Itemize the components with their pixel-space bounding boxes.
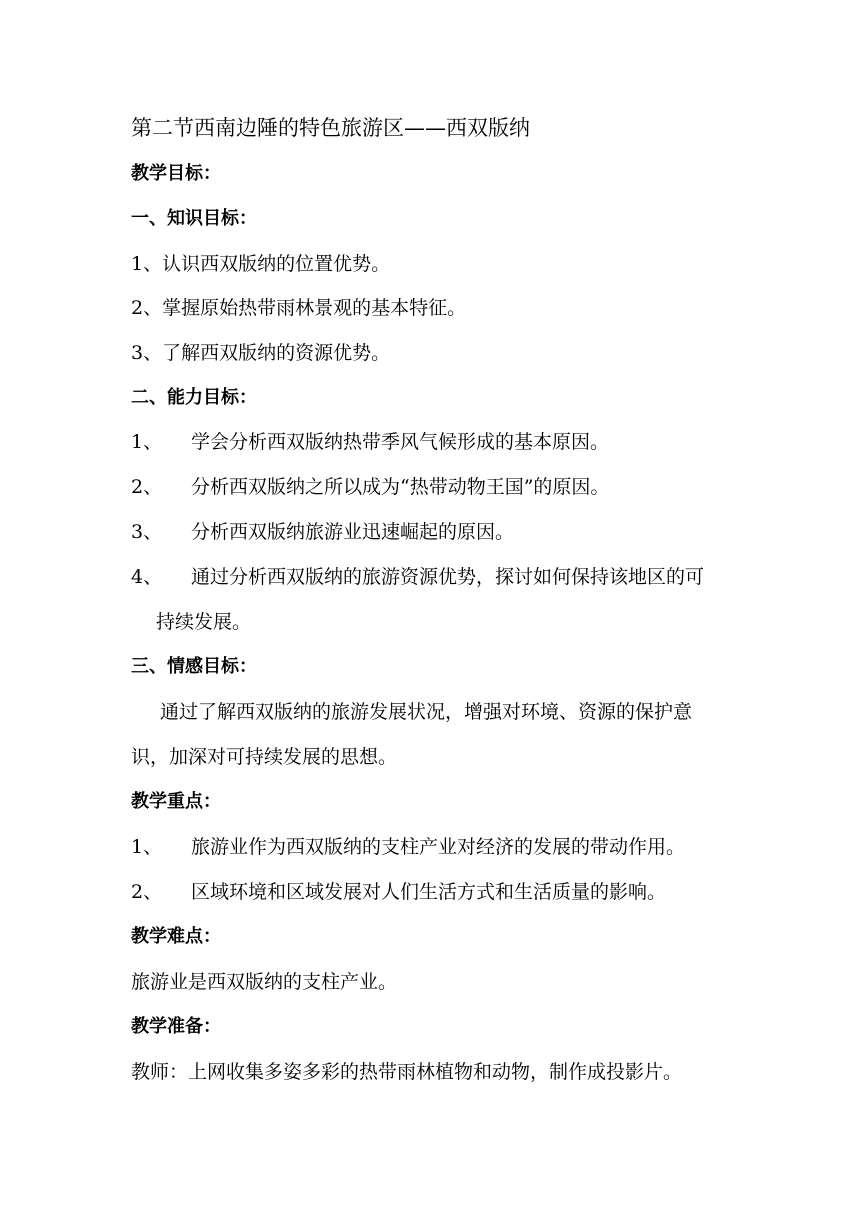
ability-item-number: 2、 — [131, 476, 163, 498]
ability-item-text: 学会分析西双版纳热带季风气候形成的基本原因。 — [191, 431, 610, 453]
knowledge-item-3: 3、了解西双版纳的资源优势。 — [131, 342, 391, 364]
key-point-item-1 — [131, 835, 685, 859]
preparation-text: 教师：上网收集多姿多彩的热带雨林植物和动物，制作成投影片。 — [131, 1061, 683, 1083]
emotion-paragraph-line-2: 识，加深对可持续发展的思想。 — [131, 746, 398, 768]
key-point-item-2 — [131, 880, 666, 904]
emotion-goals-heading: 三、情感目标： — [131, 656, 257, 677]
ability-goals-heading: 二、能力目标： — [131, 387, 257, 408]
teaching-goals-heading: 教学目标： — [131, 163, 221, 184]
document-title: 第二节西南边陲的特色旅游区——西双版纳 — [131, 116, 530, 140]
ability-item-4 — [131, 565, 704, 589]
difficulty-text: 旅游业是西双版纳的支柱产业。 — [131, 971, 398, 993]
ability-item-number: 4、 — [131, 566, 163, 588]
difficulty-heading: 教学难点： — [131, 926, 221, 947]
emotion-paragraph-line-1: 通过了解西双版纳的旅游发展状况，增强对环境、资源的保护意 — [160, 701, 693, 723]
preparation-heading: 教学准备： — [131, 1016, 221, 1037]
ability-item-text: 分析西双版纳旅游业迅速崛起的原因。 — [191, 521, 515, 543]
ability-item-number: 3、 — [131, 521, 163, 543]
knowledge-item-1: 1、认识西双版纳的位置优势。 — [131, 253, 391, 275]
key-point-number: 1、 — [131, 836, 163, 858]
knowledge-goals-heading: 一、知识目标： — [131, 208, 257, 229]
knowledge-item-2: 2、掌握原始热带雨林景观的基本特征。 — [131, 297, 467, 319]
ability-item-text: 通过分析西双版纳的旅游资源优势，探讨如何保持该地区的可 — [191, 566, 705, 588]
ability-item-4-continuation: 持续发展。 — [156, 611, 252, 633]
ability-item-3 — [131, 520, 514, 544]
key-point-text: 区域环境和区域发展对人们生活方式和生活质量的影响。 — [191, 881, 667, 903]
key-point-number: 2、 — [131, 881, 163, 903]
ability-item-1 — [131, 430, 609, 454]
ability-item-2 — [131, 475, 609, 499]
key-point-text: 旅游业作为西双版纳的支柱产业对经济的发展的带动作用。 — [191, 836, 686, 858]
key-points-heading: 教学重点： — [131, 791, 221, 812]
ability-item-number: 1、 — [131, 431, 163, 453]
ability-item-text: 分析西双版纳之所以成为“热带动物王国”的原因。 — [191, 476, 610, 498]
